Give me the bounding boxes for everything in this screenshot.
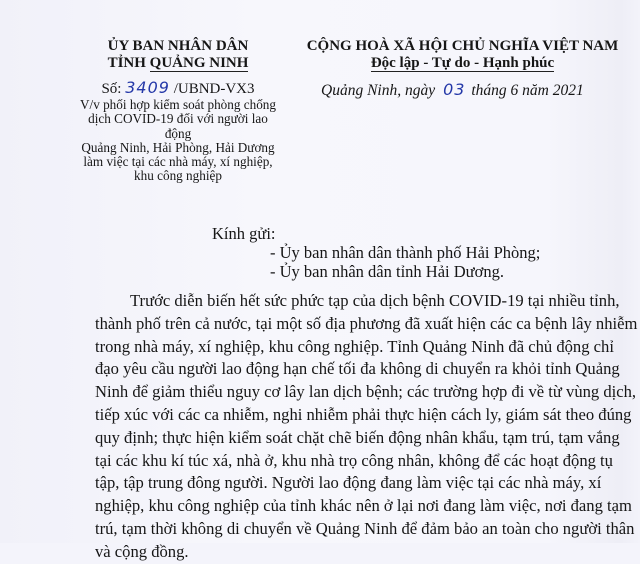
body-line: trong nhà máy, xí nghiệp, khu công nghiệp. Tỉnh Quảng Ninh đã chủ động chỉ	[95, 336, 614, 356]
body-line: trú, tạm thời không di chuyển về Quảng Ninh để đảm bảo an toàn cho người thân	[95, 518, 635, 538]
issuer-province-underlined: QUẢNG NINH	[149, 55, 249, 71]
addressee-label: Kính gửi:	[212, 224, 276, 243]
document-number	[78, 79, 278, 98]
date-prefix: Quảng Ninh, ngày	[321, 82, 436, 99]
subject-line: khu công nghiệp	[134, 168, 222, 184]
national-header-line1: CỘNG HOÀ XÃ HỘI CHỦ NGHĨA VIỆT NAM	[306, 38, 619, 54]
body-line: đạo yêu cầu người lao động hạn chế tối đa không di chuyển ra khỏi tỉnh Quảng	[95, 359, 620, 379]
body-line: tập, tập trung đông người. Người lao động đang làm việc tại các nhà máy, xí	[95, 473, 602, 493]
body-line: thành phố trên cả nước, tại một số địa phương đã xuất hiện các ca bệnh lây nhiễm	[95, 313, 638, 333]
subject-line: làm việc tại các nhà máy, xí nghiệp,	[83, 154, 273, 170]
subject-line: Quảng Ninh, Hải Phòng, Hải Dương	[81, 139, 275, 155]
body-line: Ninh để giảm thiểu nguy cơ lây lan dịch bệnh; các trường hợp đi về từ vùng dịch,	[95, 382, 637, 402]
body-line: và cộng đồng.	[95, 541, 189, 561]
handwritten-number: 3409	[125, 78, 170, 97]
subject-line: dịch COVID-19 đối với người lao động	[88, 111, 268, 141]
body-line: nghiệp, khu công nghiệp của tỉnh khác nên ở lại nơi đang làm việc, nơi đang tạm	[95, 496, 632, 516]
handwritten-day: 03	[443, 80, 466, 99]
date-suffix: tháng 6 năm 2021	[471, 82, 584, 99]
body-line: Trước diễn biến hết sức phức tạp của dịch bệnh COVID-19 tại nhiều tỉnh,	[130, 291, 620, 310]
recipient-item: - Ủy ban nhân dân tỉnh Hải Dương.	[270, 262, 504, 281]
national-header	[300, 38, 625, 72]
body-line: tại các khu kí túc xá, nhà ở, khu nhà trọ công nhân, không để các hoạt động tụ	[95, 450, 613, 470]
issuer-line1: ỦY BAN NHÂN DÂN	[107, 38, 249, 54]
subject-line: V/v phối hợp kiểm soát phòng chống	[80, 97, 276, 112]
national-motto: Độc lập - Tự do - Hạnh phúc	[370, 55, 555, 71]
document-number-suffix: /UBND-VX3	[169, 81, 255, 97]
body-line: tiếp xúc với các ca nhiễm, nghi nhiễm phải thực hiện cách ly, giám sát theo đúng	[95, 404, 632, 424]
document-number-label: Số:	[101, 81, 126, 97]
body-paragraph	[95, 290, 638, 564]
issuer-header	[78, 38, 278, 72]
document-date	[321, 81, 584, 100]
document-subject	[78, 98, 278, 184]
issuer-line2-prefix: TỈNH	[107, 55, 150, 71]
issuer-line2	[78, 55, 278, 72]
body-line: quy định; thực hiện kiểm soát chặt chẽ biến động nhân khẩu, tạm trú, tạm vắng	[95, 427, 620, 447]
recipient-item: - Ủy ban nhân dân thành phố Hải Phòng;	[270, 243, 541, 262]
